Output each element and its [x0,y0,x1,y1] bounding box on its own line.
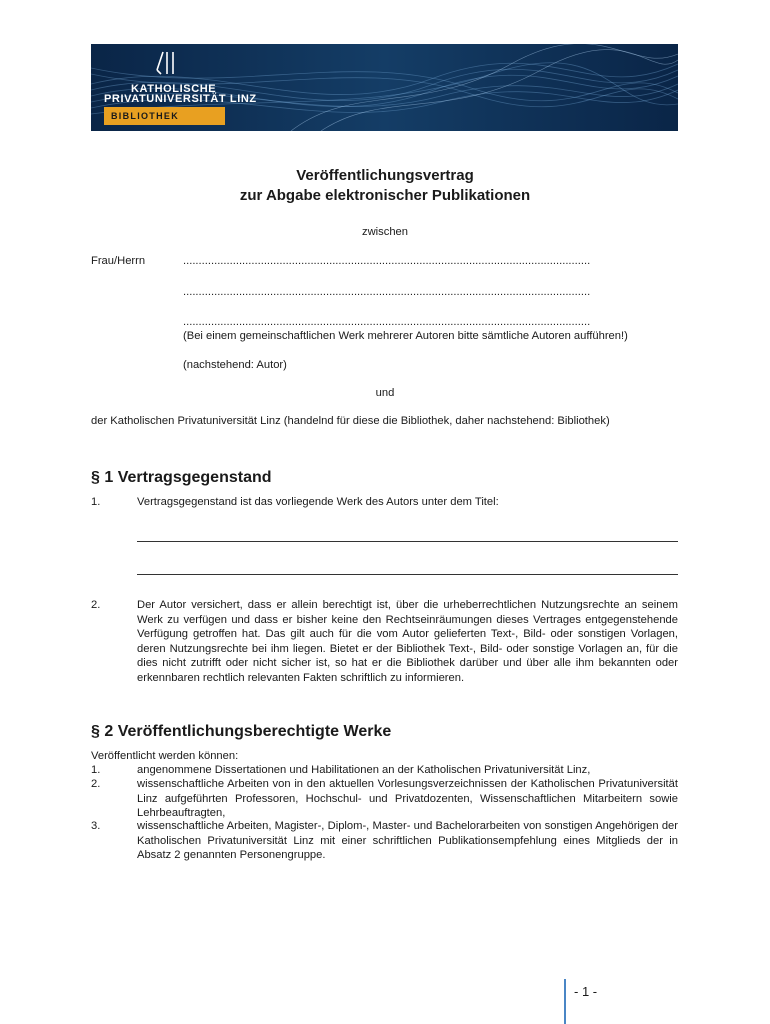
author-hereafter-note: (nachstehend: Autor) [183,359,287,371]
section1-heading: § 1 Vertragsgegenstand [91,469,272,486]
section2-item2-number: 2. [91,778,101,790]
library-badge [104,107,225,125]
section2-item3-text: wissenschaftliche Arbeiten, Magister-, Diplom-, Master- und Bachelorarbeiten von sonstigen Angehörigen der Katholischen Privatuniversität Linz mit einer schriftlichen Publikationsempfehlung eines Mitglieds der in Absatz 2 genannten Personengruppe. [137,820,678,861]
author-name-line-2: ................................................................................................................................... [183,286,591,298]
section2-heading: § 2 Veröffentlichungsberechtigte Werke [91,723,392,740]
section2-item2-text: wissenschaftliche Arbeiten von in den aktuellen Vorlesungsverzeichnissen der Katholischen Privatuniversität Linz aufgeführten Professoren, Hochschul- und Privatdozenten, Wissenschaftlichen Mitarbeitern sowie Lehrbeauftragten, [137,778,678,819]
between-label: zwischen [361,226,408,238]
page-number: - 1 - [574,984,598,999]
document-subtitle: zur Abgabe elektronischer Publikationen [239,187,531,204]
section2-item3-number: 3. [91,820,101,832]
section1-item2-text: Der Autor versichert, dass er allein berechtigt ist, über die urheberrechtlichen Nutzungsrechte an seinem Werk zu verfügen und dass er bisher keine den Rechtseinräumungen dieses Vertrages entgegenstehende Verfügung getroffen hat. Das gilt auch für die vom Autor gelieferten Text-, Bild- oder sonstigen Vorlagen, deren Nutzungsrechte bei ihm liegen. Bietet er der Bibliothek Text-, Bild- oder sonstige Vorlagen an, für die dies nicht zutrifft oder nicht sicher ist, so hat er die Bibliothek darüber und über alle ihm bekannten oder erkennbaren rechtlich relevanten Fakten schriftlich zu informieren. [137,599,678,684]
section2-item1-number: 1. [91,764,101,776]
work-title-line-1 [137,541,678,542]
section1-item2-number: 2. [91,599,101,611]
institution-party: der Katholischen Privatuniversität Linz (handelnd für diese die Bibliothek, daher nachstehend: Bibliothek) [91,415,610,427]
section2-intro: Veröffentlicht werden können: [91,750,239,762]
author-name-line-3: ................................................................................................................................... [183,316,591,328]
library-badge-label: BIBLIOTHEK [111,111,179,121]
section2-item1-text: angenommene Dissertationen und Habilitationen an der Katholischen Privatuniversität Linz, [137,764,591,776]
and-label: und [375,387,395,399]
multiple-authors-note: (Bei einem gemeinschaftlichen Werk mehrerer Autoren bitte sämtliche Autoren aufführen!) [183,330,628,342]
document-title: Veröffentlichungsvertrag [296,167,474,184]
logo-text-line1: KATHOLISCHE [131,83,217,95]
work-title-line-2 [137,574,678,575]
section1-item1-text: Vertragsgegenstand ist das vorliegende Werk des Autors unter dem Titel: [137,496,499,508]
page-number-bar [564,979,566,1024]
author-salutation-label: Frau/Herrn [91,255,146,267]
logo-text-line2: PRIVATUNIVERSITÄT LINZ [104,93,257,105]
author-name-line-1: ................................................................................................................................... [183,255,591,267]
section1-item1-number: 1. [91,496,101,508]
